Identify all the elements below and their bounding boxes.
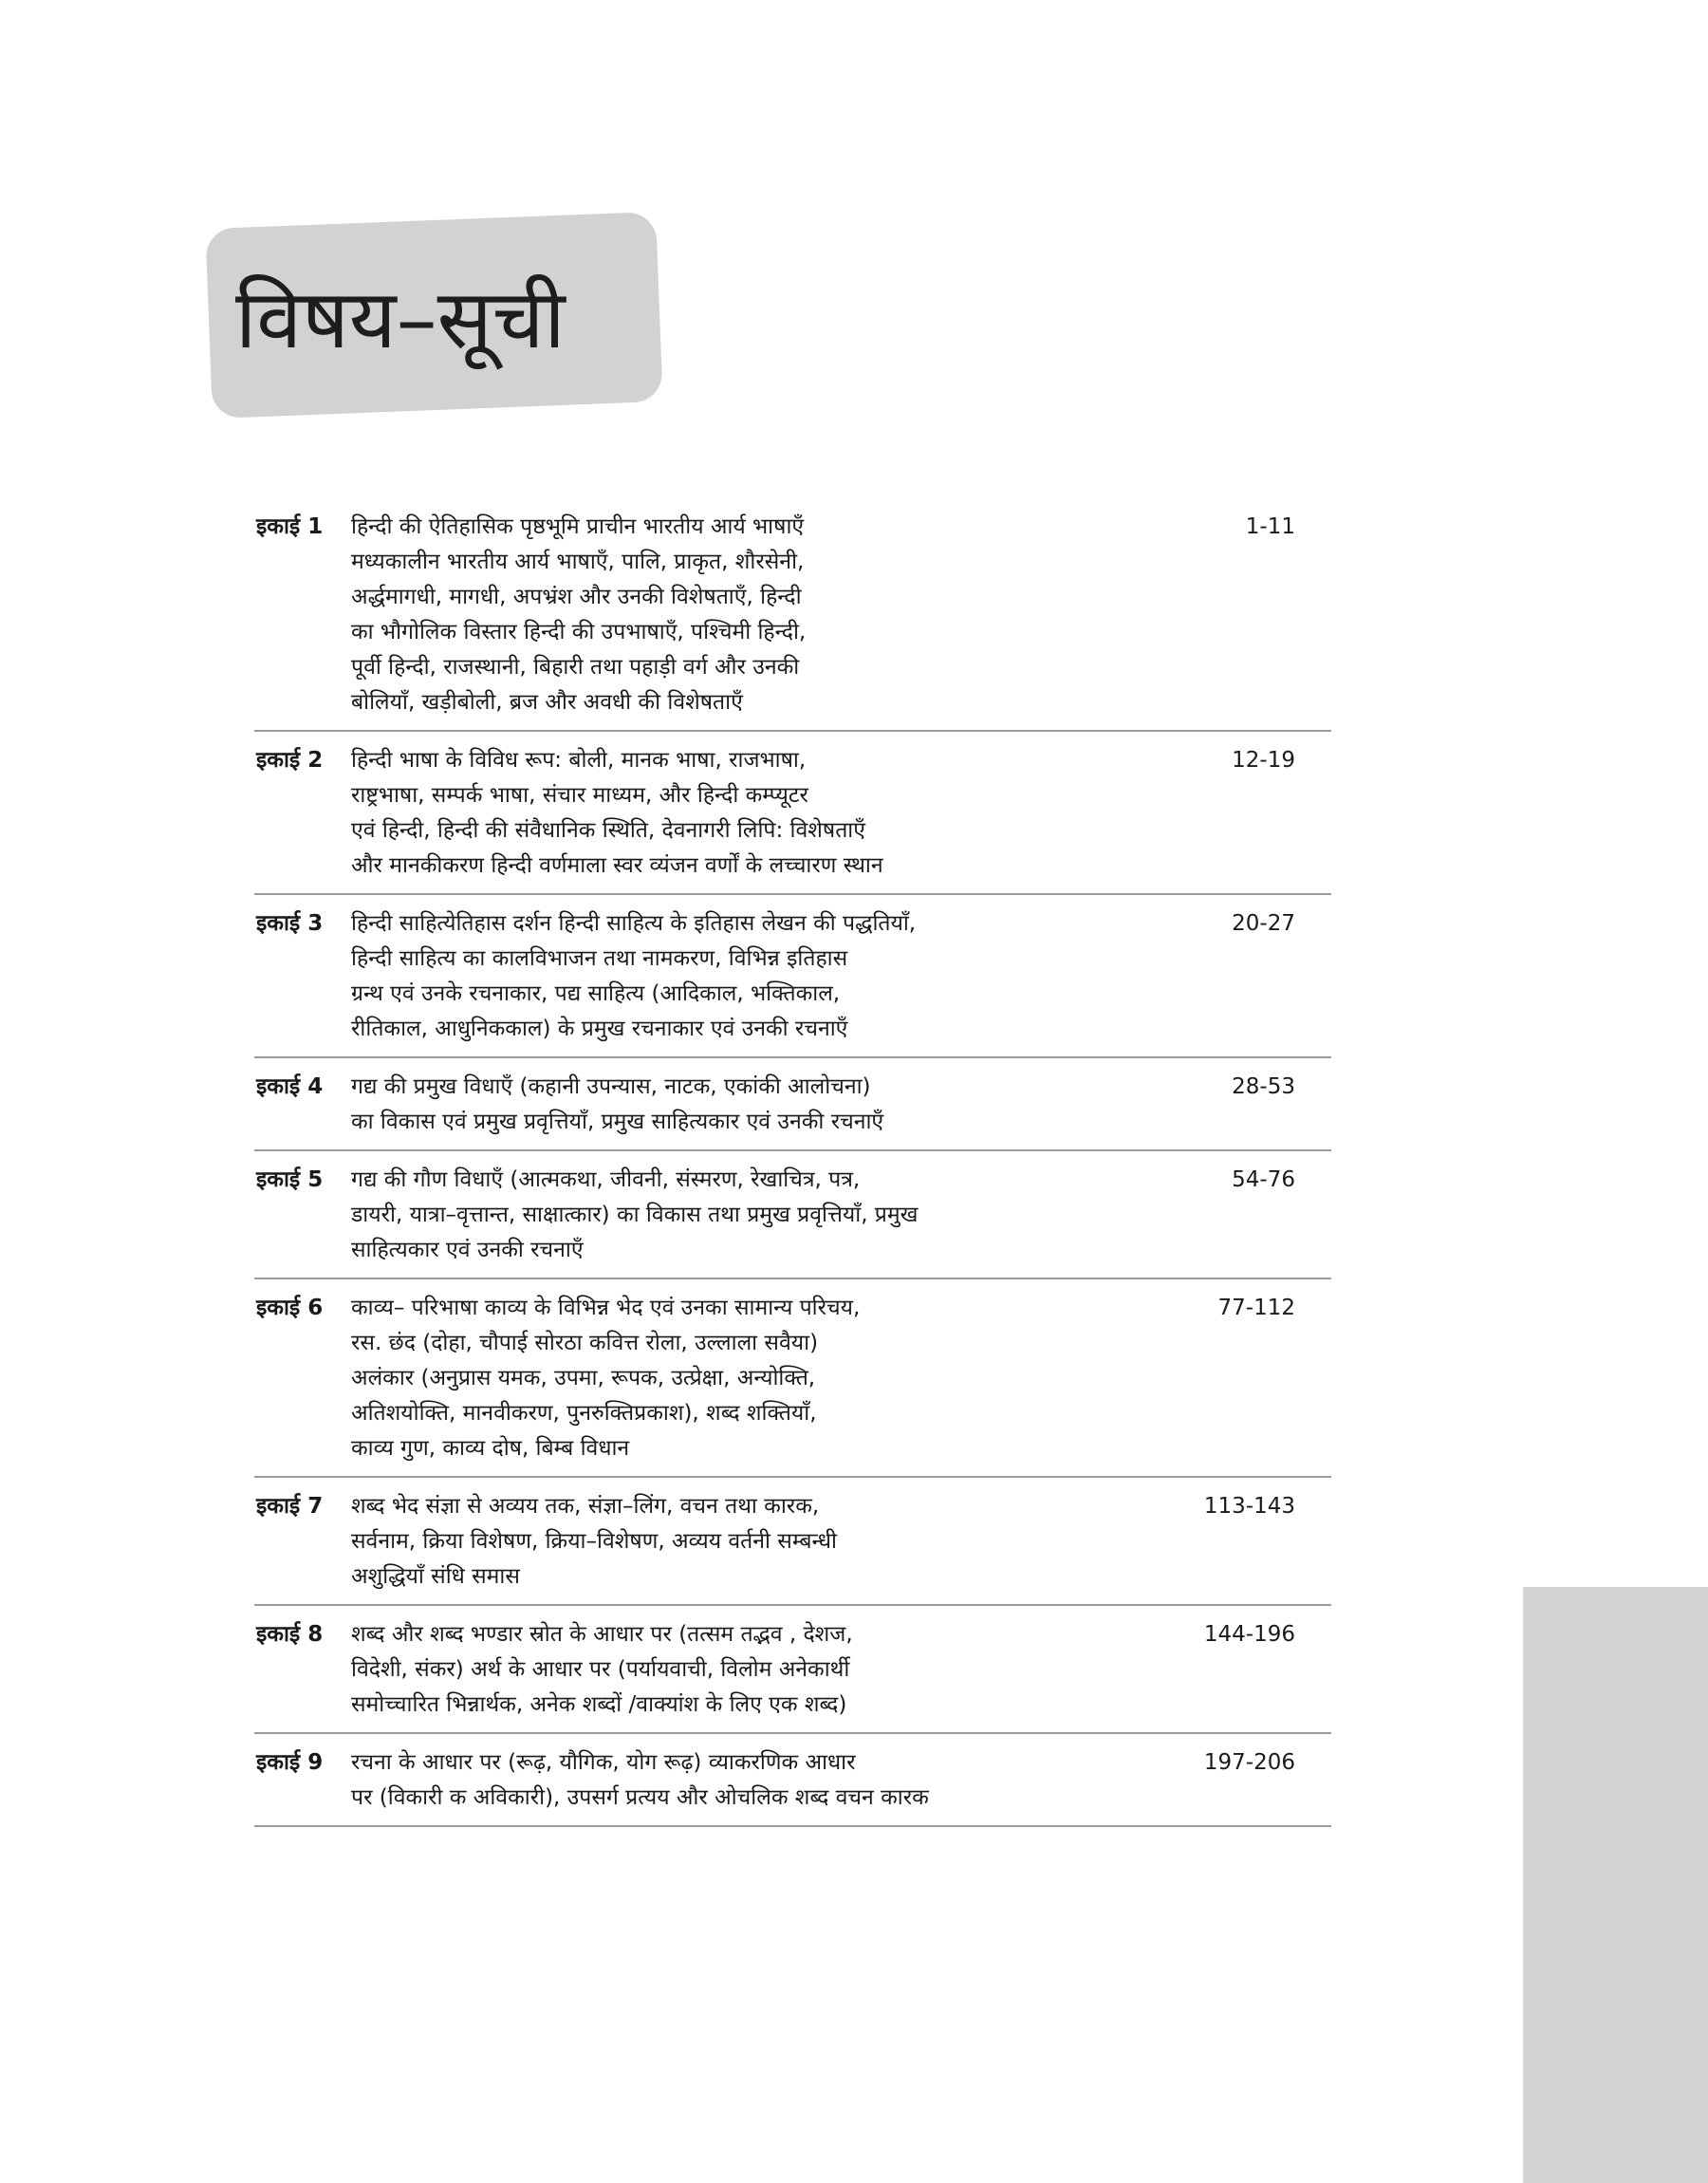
unit-description-line: रीतिकाल, आधुनिककाल) के प्रमुख रचनाकार एवं उनकी रचनाएँ <box>351 1017 848 1041</box>
unit-label: इकाई 8 <box>256 1622 324 1647</box>
unit-description-line: शब्द और शब्द भण्डार स्रोत के आधार पर (तत्सम तद्भव , देशज, <box>351 1622 853 1647</box>
unit-label: इकाई 3 <box>256 911 324 936</box>
unit-description-line: हिन्दी साहित्येतिहास दर्शन हिन्दी साहित्य के इतिहास लेखन की पद्धतियाँ, <box>351 911 917 936</box>
unit-page-range: 12-19 <box>1232 748 1295 773</box>
unit-description-line: सर्वनाम, क्रिया विशेषण, क्रिया–विशेषण, अव्यय वर्तनी सम्बन्धी <box>351 1529 837 1554</box>
table-of-contents <box>254 498 1331 1827</box>
unit-description <box>351 1745 1072 1816</box>
unit-description <box>351 1163 1072 1268</box>
toc-row <box>254 1606 1331 1734</box>
unit-page-range: 54-76 <box>1232 1167 1295 1192</box>
unit-description-line: हिन्दी की ऐतिहासिक पृष्ठभूमि प्राचीन भारतीय आर्य भाषाएँ <box>351 514 805 539</box>
unit-description-line: अशुद्धियाँ संधि समास <box>351 1564 520 1589</box>
unit-label: इकाई 4 <box>256 1074 324 1099</box>
unit-description-line: मध्यकालीन भारतीय आर्य भाषाएँ, पालि, प्राकृत, शौरसेनी, <box>351 550 805 574</box>
unit-description-line: गद्य की गौण विधाएँ (आत्मकथा, जीवनी, संस्मरण, रेखाचित्र, पत्र, <box>351 1167 861 1192</box>
unit-description-line: अर्द्धमागधी, मागधी, अपभ्रंश और उनकी विशेषताएँ, हिन्दी <box>351 585 802 609</box>
unit-description-line: हिन्दी साहित्य का कालविभाजन तथा नामकरण, विभिन्न इतिहास <box>351 946 848 971</box>
unit-page-range: 20-27 <box>1232 911 1295 936</box>
unit-description <box>351 1489 1072 1595</box>
unit-description-line: समोच्चारित भिन्नार्थक, अनेक शब्दों /वाक्यांश के लिए एक शब्द) <box>351 1692 847 1717</box>
unit-description-line: काव्य गुण, काव्य दोष, बिम्ब विधान <box>351 1436 630 1461</box>
toc-row <box>254 498 1331 732</box>
unit-description-line: डायरी, यात्रा–वृत्तान्त, साक्षात्कार) का विकास तथा प्रमुख प्रवृत्तियाँ, प्रमुख <box>351 1203 919 1227</box>
unit-description-line: काव्य– परिभाषा काव्य के विभिन्न भेद एवं उनका सामान्य परिचय, <box>351 1296 861 1320</box>
unit-page-range: 28-53 <box>1232 1074 1295 1099</box>
toc-row <box>254 1151 1331 1279</box>
unit-page-range: 197-206 <box>1203 1750 1295 1775</box>
unit-description <box>351 1291 1072 1466</box>
unit-label: इकाई 6 <box>256 1296 324 1320</box>
unit-label: इकाई 7 <box>256 1494 324 1519</box>
unit-description-line: एवं हिन्दी, हिन्दी की संवैधानिक स्थिति, देवनागरी लिपि: विशेषताएँ <box>351 818 865 843</box>
toc-row <box>254 1279 1331 1478</box>
unit-page-range: 77-112 <box>1217 1296 1295 1320</box>
side-tab <box>1523 1587 1708 2183</box>
unit-description-line: का विकास एवं प्रमुख प्रवृत्तियाँ, प्रमुख साहित्यकार एवं उनकी रचनाएँ <box>351 1110 884 1134</box>
unit-label: इकाई 5 <box>256 1167 324 1192</box>
unit-description-line: ग्रन्थ एवं उनके रचनाकार, पद्य साहित्य (आदिकाल, भक्तिकाल, <box>351 981 841 1006</box>
unit-page-range: 113-143 <box>1203 1494 1295 1519</box>
toc-row <box>254 732 1331 895</box>
unit-description-line: रस. छंद (दोहा, चौपाई सोरठा कवित्त रोला, उल्लाला सवैया) <box>351 1331 819 1355</box>
unit-description-line: विदेशी, संकर) अर्थ के आधार पर (पर्यायवाची, विलोम अनेकार्थी <box>351 1657 850 1682</box>
unit-description <box>351 510 1072 720</box>
unit-label: इकाई 9 <box>256 1750 324 1775</box>
unit-description-line: शब्द भेद संज्ञा से अव्यय तक, संज्ञा–लिंग, वचन तथा कारक, <box>351 1494 820 1519</box>
unit-description-line: हिन्दी भाषा के विविध रूप: बोली, मानक भाषा, राजभाषा, <box>351 748 807 773</box>
toc-row <box>254 1058 1331 1151</box>
unit-label: इकाई 1 <box>256 514 324 539</box>
unit-description-line: गद्य की प्रमुख विधाएँ (कहानी उपन्यास, नाटक, एकांकी आलोचना) <box>351 1074 871 1099</box>
unit-description <box>351 906 1072 1047</box>
unit-description-line: राष्ट्रभाषा, सम्पर्क भाषा, संचार माध्यम, और हिन्दी कम्प्यूटर <box>351 783 808 808</box>
toc-row <box>254 1478 1331 1606</box>
unit-description-line: रचना के आधार पर (रूढ़, यौगिक, योग रूढ़) व्याकरणिक आधार <box>351 1750 856 1775</box>
unit-description <box>351 1617 1072 1723</box>
unit-page-range: 144-196 <box>1203 1622 1295 1647</box>
unit-description-line: अतिशयोक्ति, मानवीकरण, पुनरुक्तिप्रकाश), शब्द शक्तियाँ, <box>351 1401 817 1426</box>
unit-description-line: बोलियाँ, खड़ीबोली, ब्रज और अवधी की विशेषताएँ <box>351 690 743 715</box>
unit-description-line: साहित्यकार एवं उनकी रचनाएँ <box>351 1238 584 1262</box>
page-title: विषय–सूची <box>235 272 566 367</box>
unit-page-range: 1-11 <box>1245 514 1295 539</box>
unit-description-line: पर (विकारी क अविकारी), उपसर्ग प्रत्यय और ओचलिक शब्द वचन कारक <box>351 1785 929 1810</box>
toc-row <box>254 1734 1331 1827</box>
unit-label: इकाई 2 <box>256 748 324 773</box>
unit-description-line: का भौगोलिक विस्तार हिन्दी की उपभाषाएँ, पश्चिमी हिन्दी, <box>351 620 807 644</box>
unit-description-line: अलंकार (अनुप्रास यमक, उपमा, रूपक, उत्प्रेक्षा, अन्योक्ति, <box>351 1366 816 1390</box>
toc-row <box>254 895 1331 1058</box>
unit-description <box>351 743 1072 884</box>
unit-description-line: और मानकीकरण हिन्दी वर्णमाला स्वर व्यंजन वर्णों के लच्चारण स्थान <box>351 853 883 878</box>
unit-description <box>351 1070 1072 1140</box>
unit-description-line: पूर्वी हिन्दी, राजस्थानी, बिहारी तथा पहाड़ी वर्ग और उनकी <box>351 655 800 680</box>
